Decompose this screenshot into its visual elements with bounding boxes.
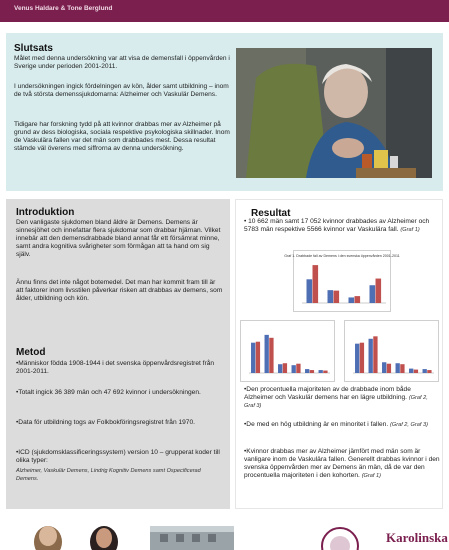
elderly-woman-photo xyxy=(236,48,432,178)
resultat-b3-ref: (Graf 2, Graf 3) xyxy=(390,422,428,428)
chart1-bar-5-1 xyxy=(323,371,327,373)
resultat-b4-text: •Kvinnor drabbas mer av Alzheimer jämfört med män som är vanligare inom de Vaskulära fallen. Generellt drabbas kvinnor i den svenska öppenvården mer av Demens än män, då de var den procentuella majoriteten i den kohorten. xyxy=(244,448,440,479)
introduktion-panel xyxy=(6,199,230,509)
chart0-bar-0-0 xyxy=(307,279,313,303)
resultat-panel xyxy=(235,199,443,509)
chart2-bar-3-0 xyxy=(396,363,400,373)
graf2-svg xyxy=(241,321,334,381)
chart1-bar-0-0 xyxy=(251,343,255,373)
photo-illustration xyxy=(236,48,432,178)
chart2-bar-4-1 xyxy=(414,370,418,373)
chart0-bar-0-1 xyxy=(313,265,319,303)
resultat-b3 xyxy=(244,421,440,429)
chart2-bar-1-1 xyxy=(373,336,377,373)
chart2-bar-5-1 xyxy=(427,370,431,373)
poster-header xyxy=(0,0,449,22)
chart0-bar-2-0 xyxy=(349,297,355,303)
chart0-bar-3-0 xyxy=(370,285,376,303)
chart2-bar-2-1 xyxy=(387,364,391,373)
resultat-b3-text: •De med en hög utbildning är en minoritet i fallen. xyxy=(244,421,389,428)
chart0-bar-1-1 xyxy=(334,291,340,303)
chart2-bar-0-1 xyxy=(360,343,364,373)
chart1-bar-2-0 xyxy=(278,364,282,373)
chart0-bar-1-0 xyxy=(328,290,334,303)
footer-logos xyxy=(0,512,449,550)
resultat-b4 xyxy=(244,448,440,480)
chart0-bar-2-1 xyxy=(355,296,361,303)
chart2-bar-1-0 xyxy=(369,339,373,373)
chart2-bar-3-1 xyxy=(400,364,404,373)
graf1-bars xyxy=(302,265,386,303)
chart1-bar-2-1 xyxy=(283,363,287,373)
resultat-b2 xyxy=(244,386,440,410)
authors: Venus Haldare & Tone Berglund xyxy=(14,5,113,12)
slutsats-p1: Målet med denna undersökning var att visa de demensfall i öppenvården i Sverige under perioden 2001-2011. xyxy=(14,55,230,70)
metod-b3: •Data för utbildning togs av Folkbokföringsregistret från 1970. xyxy=(16,419,195,426)
metod-b4: •ICD (sjukdomsklassificeringssystem) version 10 – grupperat koder till olika typer: xyxy=(16,449,220,464)
resultat-b4-ref: (Graf 1) xyxy=(361,473,381,479)
chart2-bar-5-0 xyxy=(423,369,427,373)
chart1-bar-5-0 xyxy=(319,370,323,373)
resultat-b2-text: •Den procentuella majoriteten av de drabbade inom både Alzheimer och Vaskulär demens har en lägre utbildning. xyxy=(244,386,411,401)
chart0-bar-3-1 xyxy=(376,279,382,303)
chart1-bar-4-0 xyxy=(305,369,309,373)
chart1-bar-3-1 xyxy=(296,364,300,373)
resultat-heading: Resultat xyxy=(251,208,291,219)
graf1-title: Graf 1. Drabbade fall av Demens i den svenska öppenvården 2001-2011 xyxy=(284,254,400,258)
chart1-bar-0-1 xyxy=(256,342,260,373)
chart2-bar-2-0 xyxy=(382,362,386,373)
graf3-bars xyxy=(353,336,434,373)
chart1-bar-1-1 xyxy=(269,338,273,373)
slutsats-heading: Slutsats xyxy=(14,43,53,54)
slutsats-p3: Tidigare har forskning tydd på att kvinnor drabbas mer av Alzheimer på grund av dess biologiska, sociala respektive psykologiska skillnader. Inom de Vaskulära fallen var det män som drabbades mest. Dessa resultat stämde väl överens med siffrorna av denna undersökning. xyxy=(14,121,230,152)
karolinska-logo-text: Karolinska xyxy=(386,530,448,545)
slutsats-p2: I undersökningen ingick fördelningen av kön, ålder samt utbildning – inom de två största demenssjukdomarna: Alzheimer och Vaskulär Demens. xyxy=(14,83,229,98)
resultat-b2-ref: (Graf 2, Graf 3) xyxy=(244,395,428,409)
chart2-bar-0-0 xyxy=(355,344,359,373)
metod-b4-note: Alzheimer, Vaskulär Demens, Lindrig Kognitiv Demens samt Ospecificerad Demens. xyxy=(16,468,201,482)
resultat-b1 xyxy=(244,218,440,234)
metod-heading: Metod xyxy=(16,347,46,358)
graf1-chart xyxy=(284,250,400,312)
introduktion-p1: Den vanligaste sjukdomen bland äldre är Demens. Demens är sinnesjöhet och innefattar flera sjukdomar som drabbar hjärnan. Vilket innebär att den demensdrabbade bland annat får ett försämrat minne, samt andra kognitiva svårigheter som förmågan att ta hand om sig själv. xyxy=(16,219,221,258)
footer-images xyxy=(0,512,449,550)
resultat-b1-ref: (Graf 1) xyxy=(400,227,420,233)
graf3-chart xyxy=(344,320,439,382)
metod-b1: •Människor födda 1908-1944 i det svenska öppenvårdsregistret från 2001-2011. xyxy=(16,360,215,375)
introduktion-p2: Ännu finns det inte något botemedel. Det man har kommit fram till är att faktorer inom livsstilen påverkar risken att drabbas av demens, som ålder, utbildning och kön. xyxy=(16,279,223,302)
graf1-svg xyxy=(284,251,400,311)
introduktion-heading: Introduktion xyxy=(16,207,75,218)
resultat-b1-text: • 10 662 män samt 17 052 kvinnor drabbades av Alzheimer och 5783 män respektive 5566 kvinnor var Vaskulära fall. xyxy=(244,218,430,233)
chart1-bar-4-1 xyxy=(310,370,314,373)
chart2-bar-4-0 xyxy=(409,369,413,373)
graf2-bars xyxy=(249,335,330,373)
graf3-svg xyxy=(345,321,438,381)
chart1-bar-3-0 xyxy=(292,365,296,373)
metod-b2: •Totalt ingick 36 389 män och 47 692 kvinnor i undersökningen. xyxy=(16,389,201,396)
graf2-chart xyxy=(240,320,335,382)
chart1-bar-1-0 xyxy=(265,335,269,373)
